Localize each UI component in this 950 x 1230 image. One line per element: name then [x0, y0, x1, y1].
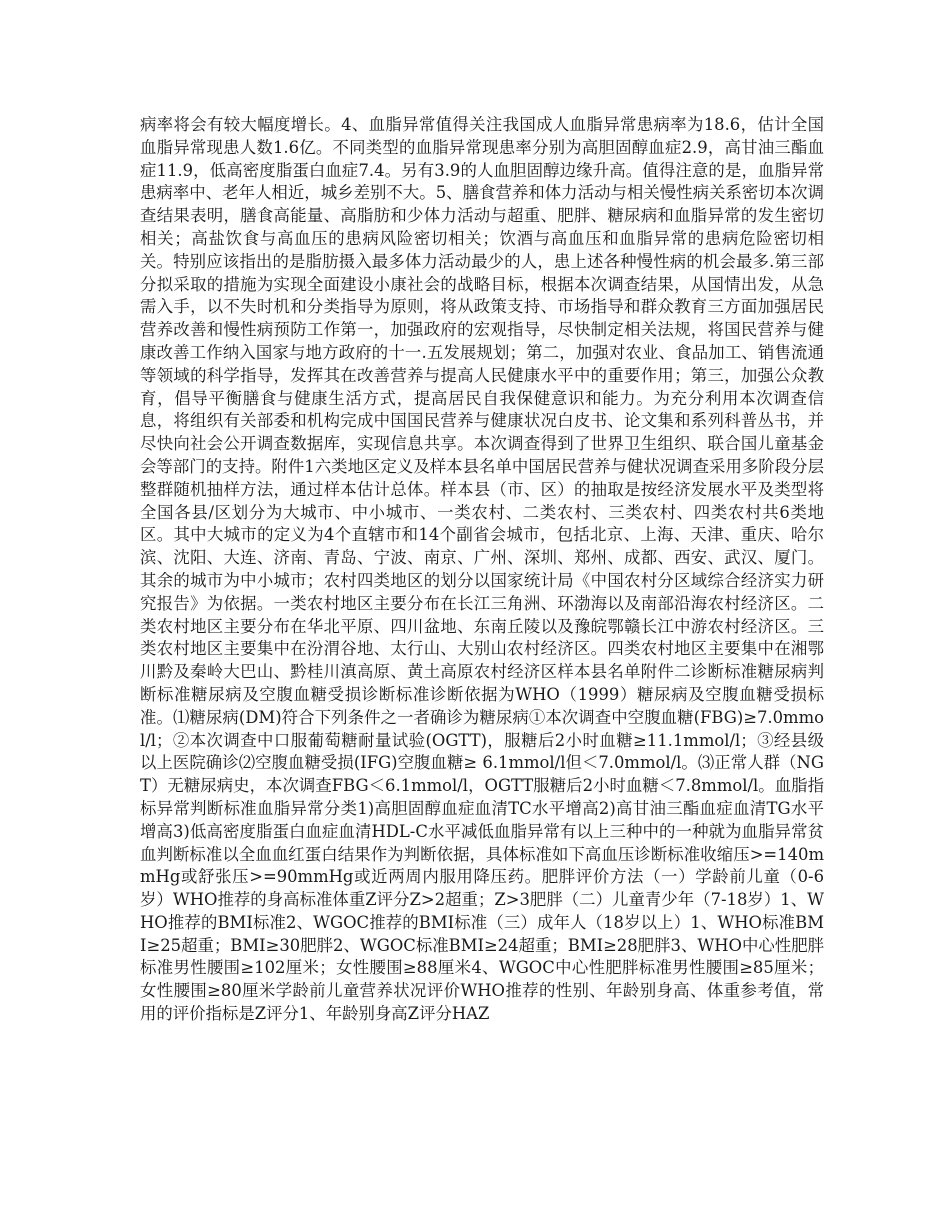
body-text: 病率将会有较大幅度增长。4、血脂异常值得关注我国成人血脂异常患病率为18.6，估计全国血脂异常现患人数1.6亿。不同类型的血脂异常现患率分别为高胆固醇血症2.9，高甘油三酯血症11.9，低高密度脂蛋白血症7.4。另有3.9的人血胆固醇边缘升高。值得注意的是，血脂异常患病率中、老年人相近，城乡差别不大。5、膳食营养和体力活动与相关慢性病关系密切本次调查结果表明，膳食高能量、高脂肪和少体力活动与超重、肥胖、糖尿病和血脂异常的发生密切相关；高盐饮食与高血压的患病风险密切相关；饮酒与高血压和血脂异常的患病危险密切相关。特别应该指出的是脂肪摄入最多体力活动最少的人，患上述各种慢性病的机会最多.第三部分拟采取的措施为实现全面建设小康社会的战略目标，根据本次调查结果，从国情出发，从急需入手，以不失时机和分类指导为原则，将从政策支持、市场指导和群众教育三方面加强居民营养改善和慢性病预防工作第一，加强政府的宏观指导，尽快制定相关法规，将国民营养与健康改善工作纳入国家与地方政府的十一.五发展规划；第二，加强对农业、食品加工、销售流通等领域的科学指导，发挥其在改善营养与提高人民健康水平中的重要作用；第三，加强公众教育，倡导平衡膳食与健康生活方式，提高居民自我保健意识和能力。为充分利用本次调查信息，将组织有关部委和机构完成中国国民营养与健康状况白皮书、论文集和系列科普丛书，并尽快向社会公开调查数据库，实现信息共享。本次调查得到了世界卫生组织、联合国儿童基金会等部门的支持。附件1六类地区定义及样本县名单中国居民营养与健状况调查采用多阶段分层整群随机抽样方法，通过样本估计总体。样本县（市、区）的抽取是按经济发展水平及类型将全国各县/区划分为大城市、中小城市、一类农村、二类农村、三类农村、四类农村共6类地区。其中大城市的定义为4个直辖市和14个副省会城市，包括北京、上海、天津、重庆、哈尔滨、沈阳、大连、济南、青岛、宁波、南京、广州、深圳、郑州、成都、西安、武汉、厦门。其余的城市为中小城市；农村四类地区的划分以国家统计局《中国农村分区域综合经济实力研究报告》为依据。一类农村地区主要分布在长江三角洲、环渤海以及南部沿海农村经济区。二类农村地区主要分布在华北平原、四川盆地、东南丘陵以及豫皖鄂赣长江中游农村经济区。三类农村地区主要集中在汾渭谷地、太行山、大别山农村经济区。四类农村地区主要集中在湘鄂川黔及秦岭大巴山、黔桂川滇高原、黄土高原农村经济区样本县名单附件二诊断标准糖尿病判断标准糖尿病及空腹血糖受损诊断标准诊断依据为WHO（1999）糖尿病及空腹血糖受损标准。⑴糖尿病(DM)符合下列条件之一者确诊为糖尿病①本次调查中空腹血糖(FBG)≥7.0mmol/l；②本次调查中口服葡萄糖耐量试验(OGTT)，服糖后2小时血糖≥11.1mmol/l；③经县级以上医院确诊⑵空腹血糖受损(IFG)空腹血糖≥ 6.1mmol/l但＜7.0mmol/l。⑶正常人群（NGT）无糖尿病史，本次调查FBG＜6.1mmol/l，OGTT服糖后2小时血糖＜7.8mmol/l。血脂指标异常判断标准血脂异常分类1)高胆固醇血症血清TC水平增高2)高甘油三酯血症血清TG水平增高3)低高密度脂蛋白血症血清HDL-C水平减低血脂异常有以上三种中的一种就为血脂异常贫血判断标准以全血血红蛋白结果作为判断依据，具体标准如下高血压诊断标准收缩压>=140mmHg或舒张压>=90mmHg或近两周内服用降压药。肥胖评价方法（一）学龄前儿童（0-6岁）WHO推荐的身高标准体重Z评分Z>2超重；Z>3肥胖（二）儿童青少年（7-18岁）1、WHO推荐的BMI标准2、WGOC推荐的BMI标准（三）成年人（18岁以上）1、WHO标准BMI≥25超重；BMI≥30肥胖2、WGOC标准BMI≥24超重；BMI≥28肥胖3、WHO中心性肥胖标准男性腰围≥102厘米；女性腰围≥88厘米4、WGOC中心性肥胖标准男性腰围≥85厘米；女性腰围≥80厘米学龄前儿童营养状况评价WHO推荐的性别、年龄别身高、体重参考值，常用的评价指标是Z评分1、年龄别身高Z评分HAZ	[140, 115, 824, 1024]
